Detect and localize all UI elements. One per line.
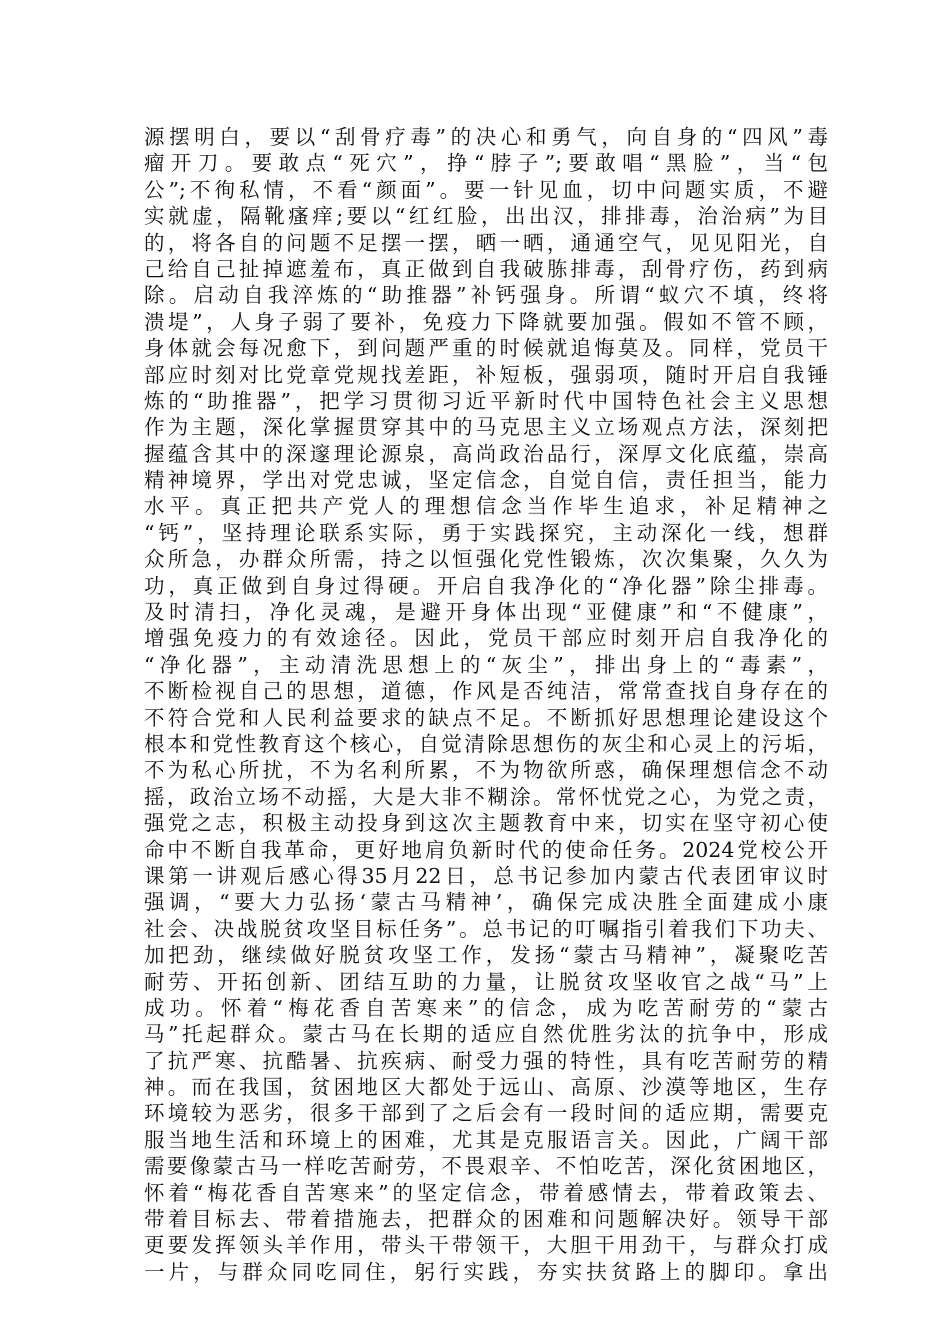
text-line: 身体就会每况愈下，到问题严重的时候就追悔莫及。同样，党员干 — [144, 336, 828, 361]
text-line: 怀着“梅花香自苦寒来”的坚定信念，带着感情去，带着政策去、 — [144, 1180, 828, 1205]
text-line: 强党之志，积极主动投身到这次主题教育中来，切实在坚守初心使 — [144, 811, 828, 836]
text-line: 不为私心所扰，不为名利所累，不为物欲所惑，确保理想信念不动 — [144, 758, 828, 783]
text-line: 作为主题，深化掌握贯穿其中的马克思主义立场观点方法，深刻把 — [144, 415, 828, 440]
text-line: 成功。怀着“梅花香自苦寒来”的信念，成为吃苦耐劳的“蒙古 — [144, 995, 828, 1020]
text-line: 握蕴含其中的深邃理论源泉，高尚政治品行，深厚文化底蕴，崇高 — [144, 441, 828, 466]
text-line: 水平。真正把共产党人的理想信念当作毕生追求，补足精神之 — [144, 494, 828, 519]
text-line: 根本和党性教育这个核心，自觉清除思想伤的灰尘和心灵上的污垢， — [144, 731, 828, 756]
text-line: 强调，“要大力弘扬‘蒙古马精神’，确保完成决胜全面建成小康 — [144, 890, 828, 915]
text-line: 加把劲，继续做好脱贫攻坚工作，发扬“蒙古马精神”，凝聚吃苦 — [144, 943, 828, 968]
text-line: 功，真正做到自身过得硬。开启自我净化的“净化器”除尘排毒。 — [144, 573, 828, 598]
text-line: 公”;不徇私情，不看“颜面”。要一针见血，切中问题实质，不避 — [144, 177, 828, 202]
text-line: 需要像蒙古马一样吃苦耐劳，不畏艰辛、不怕吃苦，深化贫困地区， — [144, 1154, 828, 1179]
text-line: 瘤开刀。要敢点“死穴”，挣“脖子”;要敢唱“黑脸”，当“包 — [144, 151, 828, 176]
text-line: 神。而在我国，贫困地区大都处于远山、高原、沙漠等地区，生存 — [144, 1075, 828, 1100]
text-line: 马”托起群众。蒙古马在长期的适应自然优胜劣汰的抗争中，形成 — [144, 1022, 828, 1047]
text-line: 了抗严寒、抗酷暑、抗疾病、耐受力强的特性，具有吃苦耐劳的精 — [144, 1048, 828, 1073]
text-line: 众所急，办群众所需，持之以恒强化党性锻炼，次次集聚，久久为 — [144, 547, 828, 572]
text-line: 己给自己扯掉遮羞布，真正做到自我破胨排毒，刮骨疗伤，药到病 — [144, 256, 828, 281]
text-line: 炼的“助推器”，把学习贯彻习近平新时代中国特色社会主义思想 — [144, 388, 828, 413]
text-line: 实就虚，隔靴瘙痒;要以“红红脸，出出汉，排排毒，治治病”为目 — [144, 204, 828, 229]
text-line: 溃堤”，人身子弱了要补，免疫力下降就要加强。假如不管不顾， — [144, 309, 828, 334]
text-line: 环境较为恶劣，很多干部到了之后会有一段时间的适应期，需要克 — [144, 1101, 828, 1126]
text-line: 更要发挥领头羊作用，带头干带领干，大胆干用劲干，与群众打成 — [144, 1233, 828, 1258]
text-line: 不断检视自己的思想，道德，作风是否纯洁，常常查找自身存在的 — [144, 679, 828, 704]
body-text — [144, 124, 828, 1285]
text-line: 耐劳、开拓创新、团结互助的力量，让脱贫攻坚收官之战“马”上 — [144, 969, 828, 994]
text-line: 增强免疫力的有效途径。因此，党员干部应时刻开启自我净化的 — [144, 626, 828, 651]
text-line: 不符合党和人民利益要求的缺点不足。不断抓好思想理论建设这个 — [144, 705, 828, 730]
text-line: 带着目标去、带着措施去，把群众的困难和问题解决好。领导干部 — [144, 1207, 828, 1232]
text-line: 及时清扫，净化灵魂，是避开身体出现“亚健康”和“不健康”， — [144, 600, 828, 625]
text-line: 服当地生活和环境上的困难，尤其是克服语言关。因此，广阔干部 — [144, 1127, 828, 1152]
text-line: 部应时刻对比党章党规找差距，补短板，强弱项，随时开启自我锤 — [144, 362, 828, 387]
text-line: 社会、决战脱贫攻坚目标任务”。总书记的叮嘱指引着我们下功夫、 — [144, 916, 828, 941]
text-line: 课第一讲观后感心得35月22日，总书记参加内蒙古代表团审议时 — [144, 863, 828, 888]
text-line: 摇，政治立场不动摇，大是大非不糊涂。常怀忧党之心，为党之责， — [144, 784, 828, 809]
text-line: “钙”，坚持理论联系实际，勇于实践探究，主动深化一线，想群 — [144, 520, 828, 545]
text-line: 的，将各自的问题不足摆一摆，晒一晒，通通空气，见见阳光，自 — [144, 230, 828, 255]
text-line: 源摆明白，要以“刮骨疗毒”的决心和勇气，向自身的“四风”毒 — [144, 125, 828, 149]
text-line: 一片，与群众同吃同住，躬行实践，夯实扶贫路上的脚印。拿出 — [144, 1259, 828, 1284]
text-line: “净化器”，主动清洗思想上的“灰尘”，排出身上的“毒素”， — [144, 652, 828, 677]
text-line: 命中不断自我革命，更好地肩负新时代的使命任务。2024党校公开 — [144, 837, 828, 862]
text-line: 除。启动自我淬炼的“助推器”补钙强身。所谓“蚁穴不填，终将 — [144, 283, 828, 308]
text-line: 精神境界，学出对党忠诚，坚定信念，自觉自信，责任担当，能力 — [144, 468, 828, 493]
